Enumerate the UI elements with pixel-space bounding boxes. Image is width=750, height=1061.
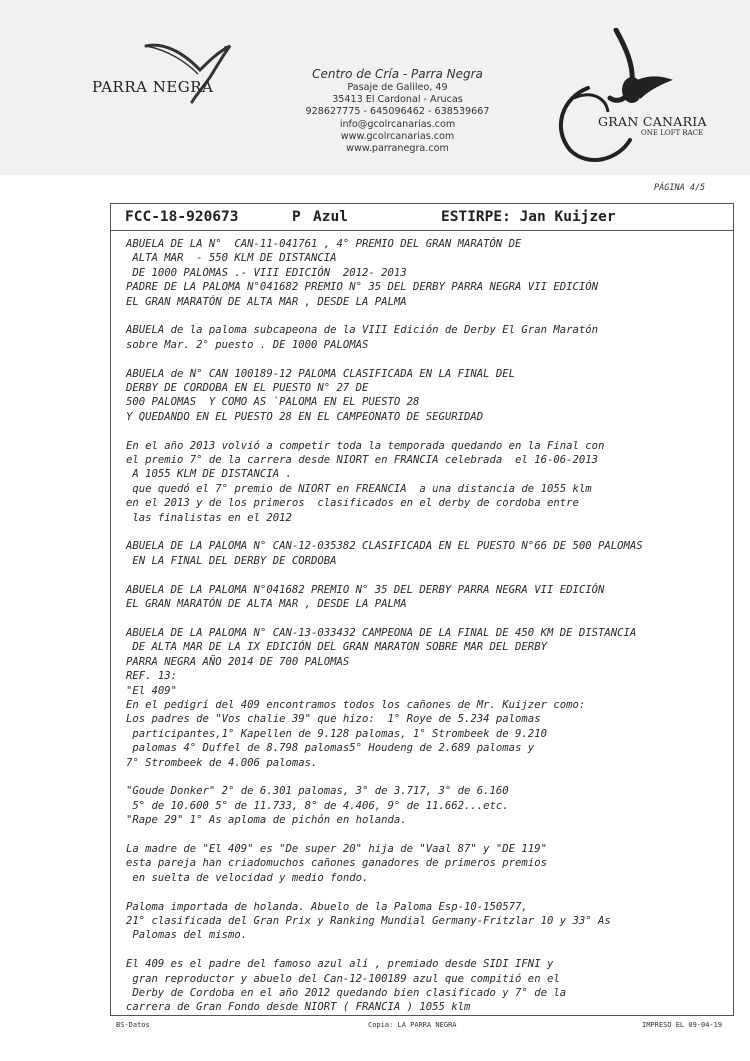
footer-copy: Copia: LA PARRA NEGRA [368,1021,457,1029]
parra-negra-logo [88,40,248,110]
plumage-color: Azul [313,209,348,225]
note-paragraph: ABUELA de N° CAN 100189-12 PALOMA CLASIFICADA EN LA FINAL DEL DERBY DE CORDOBA EN EL PUESTO N° 27 DE 500 PALOMAS Y COMO AS `PALOMA EN EL PUESTO 28 Y QUEDANDO EN EL PUESTO 28 EN EL CAMPEONATO DE SEGURIDAD [126,367,516,423]
note-paragraph: ABUELA DE LA PALOMA N° CAN-12-035382 CLASIFICADA EN EL PUESTO N°66 DE 500 PALOMAS EN LA FINAL DEL DERBY DE CORDOBA [126,540,643,567]
page-number: PÁGINA 4/5 [654,183,706,193]
sex-code: P [292,209,301,225]
note-paragraph: ABUELA DE LA PALOMA N°041682 PREMIO N° 35 DEL DERBY PARRA NEGRA VII EDICIÓN EL GRAN MARATÓN DE ALTA MAR , DESDE LA PALMA [126,583,605,611]
center-address: Pasaje de Galileo, 49 [347,82,448,93]
note-paragraph: "Goude Donker" 2° de 6.301 palomas, 3° de 3.717, 3° de 6.160 5° de 10.600 5° de 11.733, 8° de 4.406, 9° de 11.662...etc. "Rape 29" 1° As aploma de pichón en holanda. [126,785,509,827]
breeding-center-info [295,66,500,155]
note-paragraph: Paloma importada de holanda. Abuelo de la Paloma Esp-10-150577, 21° clasificada del Gran Prix y Ranking Mundial Germany-Fritzlar 10 y 33° As Palomas del mismo. [126,900,611,942]
letterhead [0,0,750,175]
left-logo-text: PARRA NEGRA [92,78,214,96]
right-logo-name: GRAN CANARIA [598,114,707,129]
title-divider [110,230,734,231]
swirl-bird-icon [548,28,718,168]
note-paragraph: ABUELA DE LA PALOMA N° CAN-13-033432 CAMPEONA DE LA FINAL DE 450 KM DE DISTANCIA DE ALTA MAR DE LA IX EDICIÓN DEL GRAN MARATON SOBRE MAR DEL DERBY PARRA NEGRA AÑO 2014 DE 700 PALOMAS REF. 13: "El 409" En el pedigrí del 409 encontramos todos los cañones de Mr. Kuijzer como: Los padres de "Vos chalie 39" que hizo: 1° Roye de 5.234 palomas participantes,1° Kapellen de 9.128 palomas, 1° Strombeek de 9.210 palomas 4° Duffel de 8.798 palomas5° Houdeng de 2.689 palomas y 7° Strombeek de 4.006 palomas. [126,626,637,769]
center-phones: 928627775 - 645096462 - 638539667 [305,106,490,118]
right-logo-tagline: ONE LOFT RACE [641,129,704,137]
note-paragraph: ABUELA de la paloma subcapeona de la VIII Edición de Derby El Gran Maratón sobre Mar. 2° puesto . DE 1000 PALOMAS [126,324,598,351]
footer-source: BS-Datos [116,1021,150,1029]
pedigree-notes [126,237,746,1029]
bird-icon [138,40,238,110]
gran-canaria-logo [548,28,718,168]
center-title: Centro de Cría - Parra Negra [312,67,483,81]
ring-number: FCC-18-920673 [125,209,239,225]
note-paragraph: La madre de "El 409" es "De super 20" hija de "Vaal 87" y "DE 119" esta pareja han criadomuchos cañones ganadores de primeros premios en suelta de velocidad y medio fondo. [126,842,547,884]
center-email: info@gcolrcanarias.com [339,118,456,130]
strain: ESTIRPE: Jan Kuijzer [441,209,616,225]
center-website-2: www.parranegra.com [346,143,449,155]
center-website-1: www.gcolrcanarias.com [340,130,455,142]
center-city: 35413 El Cardonal - Arucas [332,94,463,106]
note-paragraph: El 409 es el padre del famoso azul alí , premiado desde SIDI IFNI y gran reproductor y abuelo del Can-12-100189 azul que compitió en el Derby de Cordoba en el año 2012 quedando bien clasificado y 7° de la carrera de Gran Fondo desde NIORT ( FRANCIA ) 1055 klm [126,958,567,1014]
note-paragraph: ABUELA DE LA N° CAN-11-041761 , 4° PREMIO DEL GRAN MARATÓN DE ALTA MAR - 550 KLM DE DISTANCIA DE 1000 PALOMAS .- VIII EDICIÓN 2012- 2013 PADRE DE LA PALOMA N°041682 PREMIO N° 35 DEL DERBY PARRA NEGRA VII EDICIÓN EL GRAN MARATÓN DE ALTA MAR , DESDE LA PALMA [126,238,598,308]
record-header [125,209,725,229]
note-paragraph: En el año 2013 volvió a competir toda la temporada quedando en la Final con el premio 7° de la carrera desde NIORT en FRANCIA celebrada el 16-06-2013 A 1055 KLM DE DISTANCIA . que quedó el 7° premio de NIORT en FREANCIA a una distancia de 1055 klm en el 2013 y de los primeros clasificados en el derby de cordoba entre las finalistas en el 2012 [126,439,605,524]
footer-print-date: IMPRESO EL 09-04-19 [642,1021,723,1029]
